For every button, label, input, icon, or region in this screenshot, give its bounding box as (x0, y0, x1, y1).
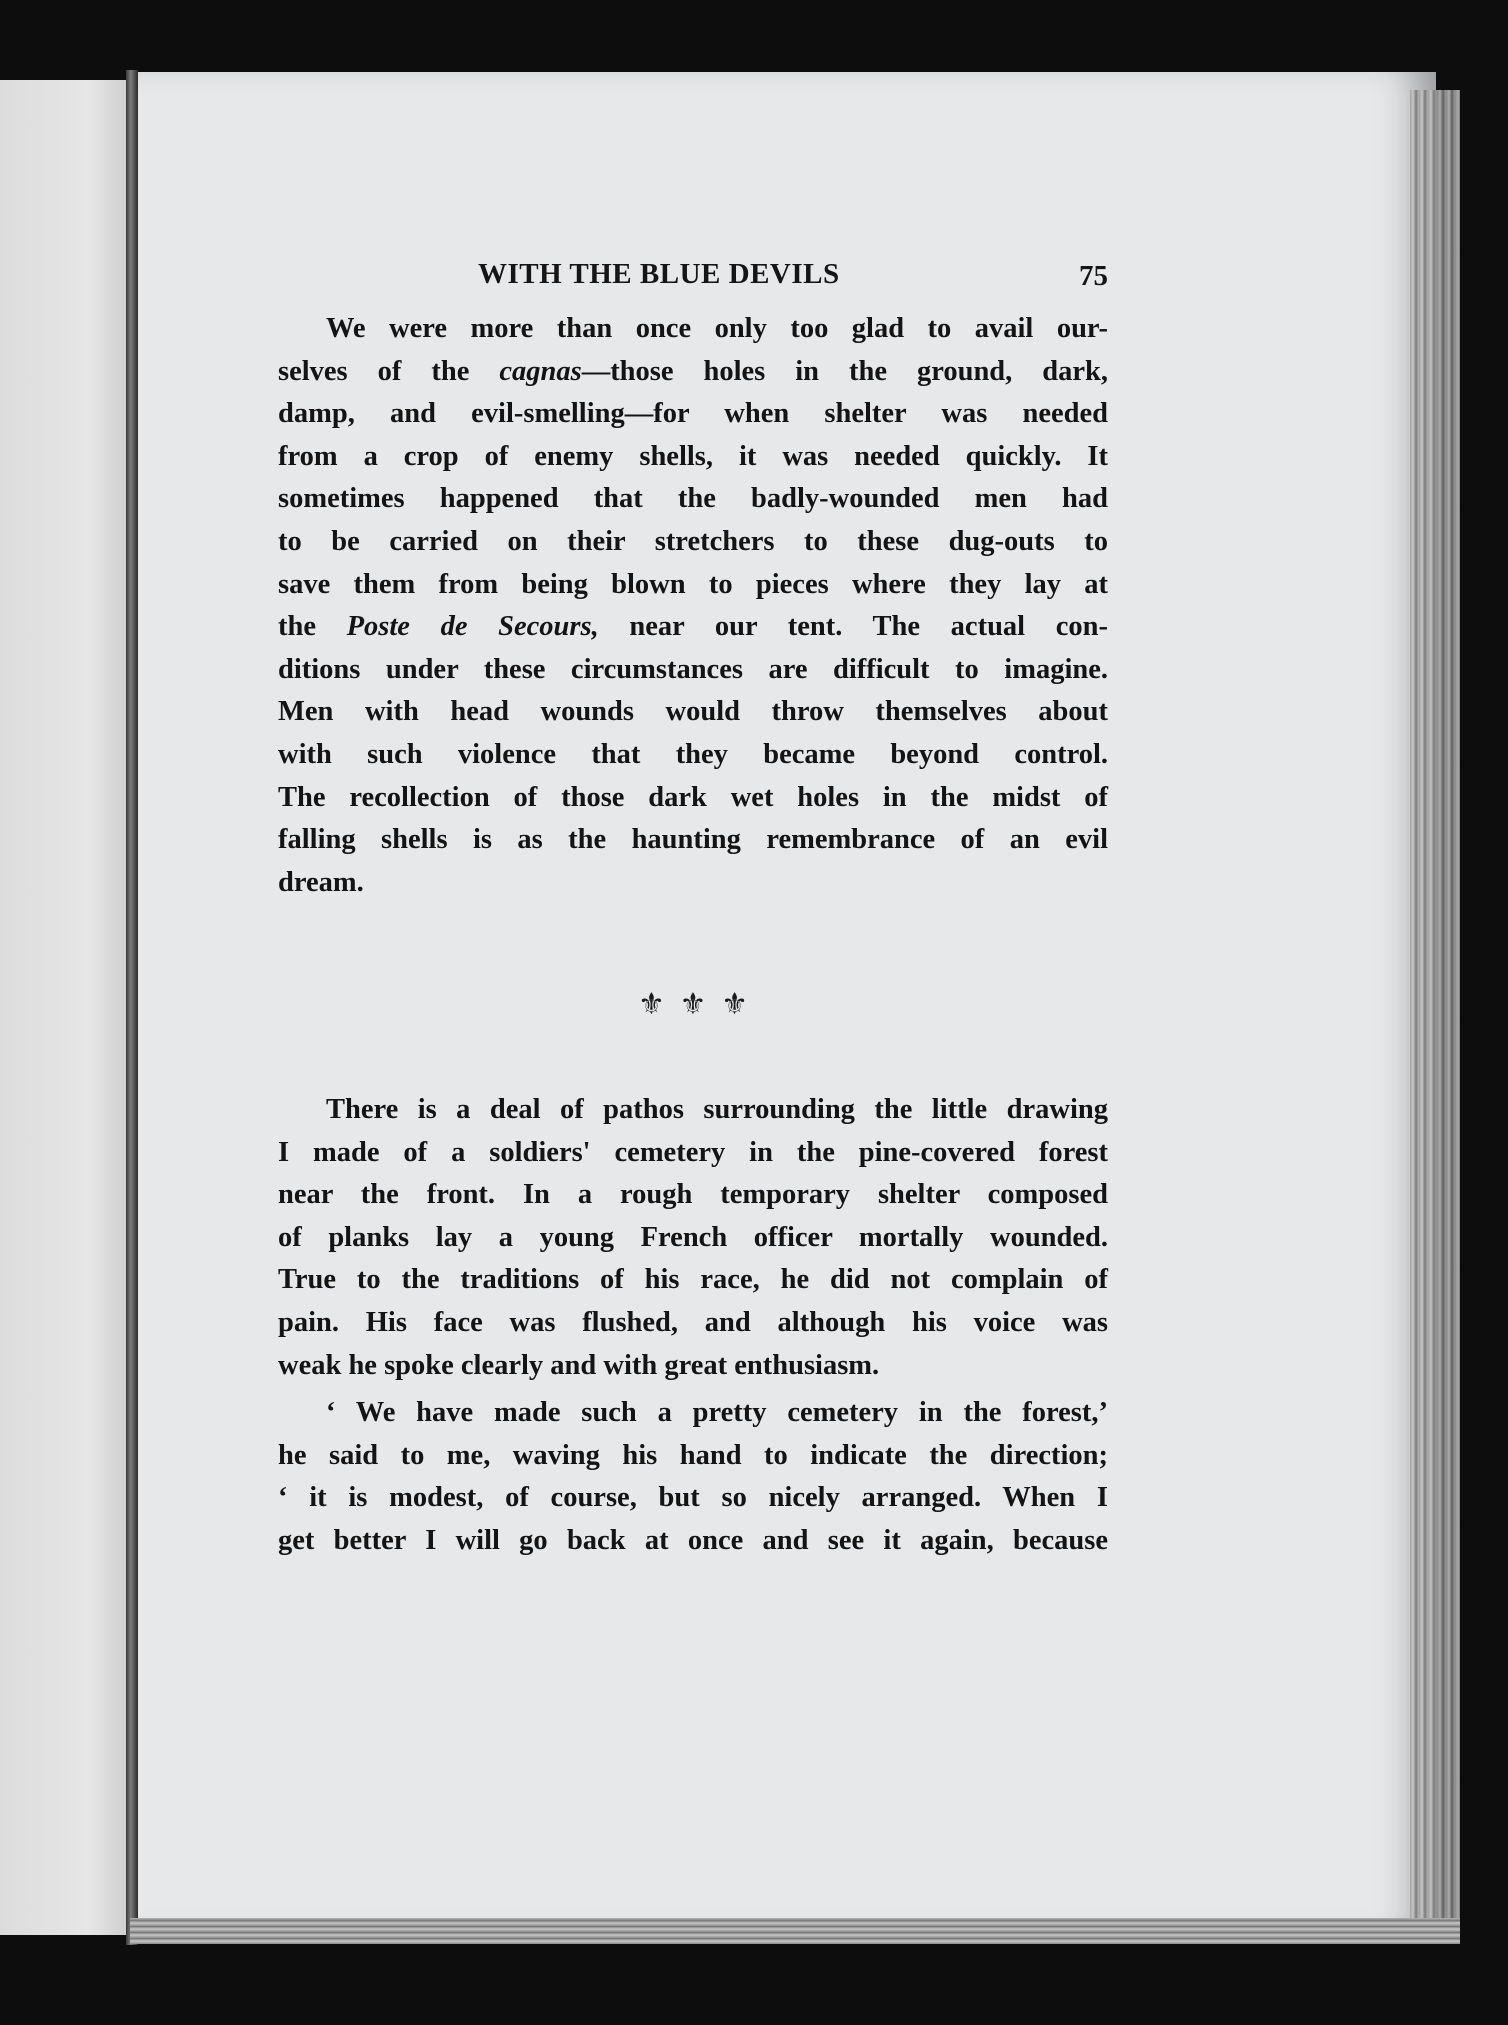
text-line: The recollection of those dark wet holes in the midst of (278, 781, 1108, 813)
text-line: There is a deal of pathos surrounding the little drawing (326, 1094, 1108, 1125)
facing-page-edge (0, 80, 128, 1935)
text-line: selves of the cagnas—those holes in the ground, dark, (278, 355, 1108, 387)
text-line: with such violence that they became beyond control. (278, 738, 1108, 770)
italic-term: Poste de Secours, (346, 611, 599, 643)
text-line: weak he spoke clearly and with great enthusiasm. (278, 1349, 880, 1381)
text-line: sometimes happened that the badly-wounded men had (278, 483, 1108, 515)
text-line: near the front. In a rough temporary shelter composed (278, 1179, 1108, 1211)
text-line: of planks lay a young French officer mortally wounded. (278, 1221, 1108, 1253)
text-line: I made of a soldiers' cemetery in the pine-covered forest (278, 1136, 1108, 1168)
page-bottom-edge (130, 1918, 1460, 1944)
page-stack-edge (1410, 90, 1460, 1930)
text-line: ditions under these circumstances are difficult to imagine. (278, 653, 1108, 685)
text-line: ‘ We have made such a pretty cemetery in the forest,’ (326, 1397, 1108, 1428)
text-line: We were more than once only too glad to avail our- (326, 313, 1108, 344)
text-line: True to the traditions of his race, he did not complain of (278, 1264, 1108, 1296)
running-head (278, 258, 1108, 298)
fleur-de-lis-icon: ⚜ (638, 988, 665, 1021)
paragraph-2 (278, 1089, 1108, 1387)
text-line: from a crop of enemy shells, it was needed quickly. It (278, 440, 1108, 472)
page-number: 75 (1079, 260, 1108, 292)
paragraph-1 (278, 308, 1108, 904)
section-ornament (638, 985, 748, 1025)
text-line: damp, and evil-smelling—for when shelter was needed (278, 398, 1108, 430)
text-line: falling shells is as the haunting remembrance of an evil (278, 824, 1108, 856)
text-line: he said to me, waving his hand to indicate the direction; (278, 1439, 1108, 1471)
fleur-de-lis-icon: ⚜ (679, 988, 707, 1021)
text-line: save them from being blown to pieces where they lay at (278, 568, 1108, 600)
text-line: to be carried on their stretchers to these dug-outs to (278, 525, 1108, 557)
text-line: Men with head wounds would throw themselves about (278, 696, 1108, 728)
fleur-de-lis-icon: ⚜ (721, 988, 748, 1021)
text-line: dream. (278, 866, 364, 898)
running-title: WITH THE BLUE DEVILS (478, 258, 840, 290)
italic-term: cagnas (499, 355, 582, 387)
text-line: get better I will go back at once and see it again, because (278, 1524, 1108, 1556)
book-gutter (126, 70, 138, 1945)
paragraph-3 (278, 1392, 1108, 1562)
text-line: ‘ it is modest, of course, but so nicely arranged. When I (278, 1482, 1108, 1514)
text-line: pain. His face was flushed, and although his voice was (278, 1306, 1108, 1338)
text-line: the Poste de Secours, near our tent. The actual con- (278, 611, 1108, 643)
